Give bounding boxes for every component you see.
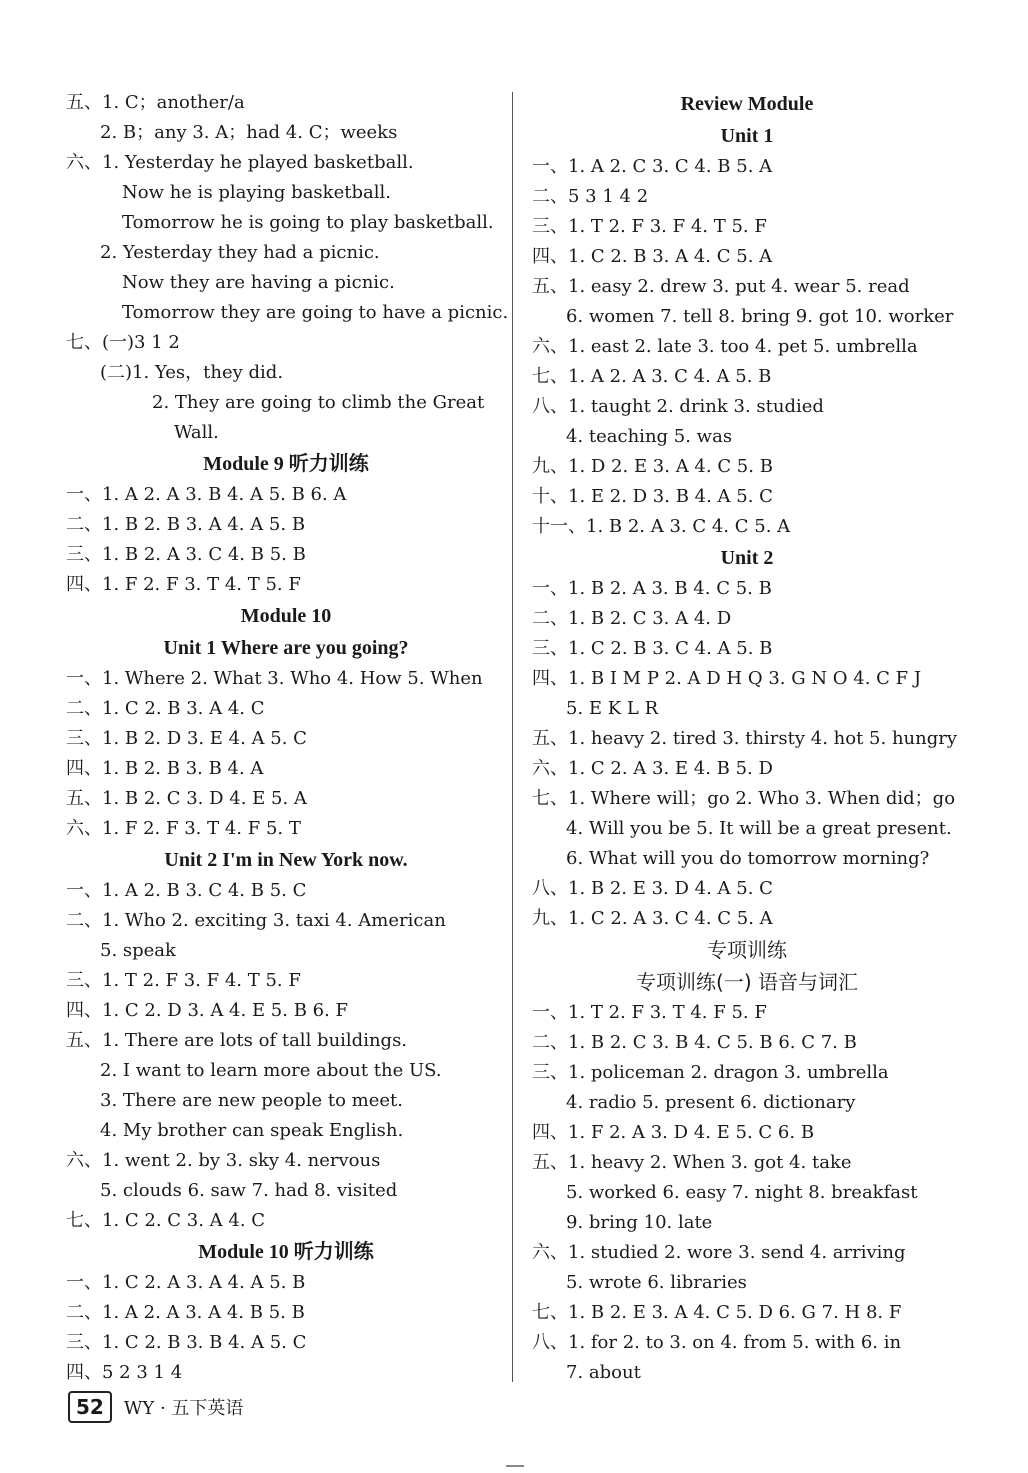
answer-line: 3. There are new people to meet. [100,1090,403,1111]
answer-line: 4. My brother can speak English. [100,1120,404,1141]
answer-line: 四、1. C 2. D 3. A 4. E 5. B 6. F [66,1000,349,1021]
answer-line: 一、1. A 2. C 3. C 4. B 5. A [532,156,773,177]
answer-line: 6. What will you do tomorrow morning? [566,848,930,869]
answer-line: 七、1. B 2. E 3. A 4. C 5. D 6. G 7. H 8. F [532,1302,902,1323]
answer-line: 五、1. There are lots of tall buildings. [66,1030,408,1051]
answer-line: 二、1. C 2. B 3. A 4. C [66,698,265,719]
page-number: 52 [68,1391,112,1423]
answer-line: 七、1. C 2. C 3. A 4. C [66,1210,266,1231]
section-heading: Unit 1 Where are you going? [163,637,409,659]
section-heading: Module 10 [240,605,332,627]
section-heading: Unit 1 [720,125,774,147]
bottom-mark [506,1465,524,1467]
page-footer [68,1390,243,1424]
section-heading: Review Module [680,93,814,115]
answer-line: 5. E K L R [566,698,659,719]
book-label: WY · 五下英语 [123,1398,244,1419]
section-heading: Unit 2 I'm in New York now. [164,849,408,871]
column-divider [512,92,513,1382]
section-heading: Module 9 听力训练 [203,453,369,475]
answer-line: 一、1. Where 2. What 3. Who 4. How 5. When [66,668,483,689]
answer-line: 四、1. C 2. B 3. A 4. C 5. A [532,246,773,267]
answer-line: 5. worked 6. easy 7. night 8. breakfast [566,1182,918,1203]
answer-line: 七、1. Where will；go 2. Who 3. When did；go [532,788,956,809]
answer-line: 五、1. easy 2. drew 3. put 4. wear 5. read [532,276,910,297]
answer-line: 四、1. F 2. A 3. D 4. E 5. C 6. B [532,1122,815,1143]
answer-line: 八、1. for 2. to 3. on 4. from 5. with 6. in [532,1332,902,1353]
answer-line: 二、1. A 2. A 3. A 4. B 5. B [66,1302,305,1323]
answer-line: 二、1. B 2. B 3. A 4. A 5. B [66,514,306,535]
answer-line: 十、1. E 2. D 3. B 4. A 5. C [532,486,773,507]
answer-line: 7. about [566,1362,641,1383]
answer-line: 六、1. east 2. late 3. too 4. pet 5. umbrella [532,336,918,357]
answer-line: 三、1. B 2. D 3. E 4. A 5. C [66,728,307,749]
answer-line: 七、1. A 2. A 3. C 4. A 5. B [532,366,772,387]
answer-line: 五、1. C；another/a [66,92,245,113]
answer-line: 4. Will you be 5. It will be a great present. [566,818,952,839]
answer-line: 一、1. C 2. A 3. A 4. A 5. B [66,1272,306,1293]
answer-line: 五、1. heavy 2. When 3. got 4. take [532,1152,852,1173]
answer-line: 6. women 7. tell 8. bring 9. got 10. worker [566,306,954,327]
answer-line: 六、1. studied 2. wore 3. send 4. arriving [532,1242,906,1263]
answer-line: 9. bring 10. late [566,1212,713,1233]
answer-line: 十一、1. B 2. A 3. C 4. C 5. A [532,516,791,537]
section-heading: 专项训练(一) 语音与词汇 [636,970,858,994]
answer-line: 四、1. B I M P 2. A D H Q 3. G N O 4. C F J [532,668,922,689]
answer-line: 2. I want to learn more about the US. [100,1060,442,1081]
answer-line: 5. wrote 6. libraries [566,1272,747,1293]
answer-line: 5. speak [100,940,176,961]
answer-line: 二、1. B 2. C 3. B 4. C 5. B 6. C 7. B [532,1032,857,1053]
right-answer-column [532,88,962,1388]
answer-line: 二、1. Who 2. exciting 3. taxi 4. American [66,910,446,931]
answer-line: 六、1. went 2. by 3. sky 4. nervous [66,1150,381,1171]
answer-line: 三、1. T 2. F 3. F 4. T 5. F [66,970,301,991]
answer-line: 一、1. A 2. A 3. B 4. A 5. B 6. A [66,484,347,505]
answer-line: 五、1. heavy 2. tired 3. thirsty 4. hot 5. hungry [532,728,958,749]
answer-line: 三、1. T 2. F 3. F 4. T 5. F [532,216,767,237]
answer-line: Now they are having a picnic. [122,272,395,293]
answer-line: 七、(一)3 1 2 [66,332,180,353]
answer-line: 六、1. C 2. A 3. E 4. B 5. D [532,758,773,779]
answer-line: 三、1. B 2. A 3. C 4. B 5. B [66,544,306,565]
section-heading: 专项训练 [707,938,787,962]
answer-line: 三、1. C 2. B 3. B 4. A 5. C [66,1332,307,1353]
left-answer-column [66,88,509,1388]
answer-line: 九、1. D 2. E 3. A 4. C 5. B [532,456,773,477]
answer-line: 5. clouds 6. saw 7. had 8. visited [100,1180,398,1201]
answer-line: 三、1. C 2. B 3. C 4. A 5. B [532,638,773,659]
answer-line: 四、1. F 2. F 3. T 4. T 5. F [66,574,301,595]
answer-line: 一、1. T 2. F 3. T 4. F 5. F [532,1002,767,1023]
answer-line: 九、1. C 2. A 3. C 4. C 5. A [532,908,773,929]
answer-line: (二)1. Yes，they did. [100,362,284,383]
section-heading: Module 10 听力训练 [198,1241,374,1263]
answer-line: Tomorrow he is going to play basketball. [122,212,494,233]
answer-line: 三、1. policeman 2. dragon 3. umbrella [532,1062,889,1083]
answer-line: 4. teaching 5. was [566,426,733,447]
answer-line: 六、1. Yesterday he played basketball. [66,152,414,173]
answer-line: 一、1. B 2. A 3. B 4. C 5. B [532,578,772,599]
answer-line: 4. radio 5. present 6. dictionary [566,1092,856,1113]
answer-line: 八、1. taught 2. drink 3. studied [532,396,824,417]
answer-line: 六、1. F 2. F 3. T 4. F 5. T [66,818,301,839]
answer-line: Tomorrow they are going to have a picnic. [122,302,509,323]
answer-line: 八、1. B 2. E 3. D 4. A 5. C [532,878,773,899]
section-heading: Unit 2 [720,547,774,569]
answer-line: 2. B；any 3. A；had 4. C；weeks [100,122,398,143]
answer-line: 2. They are going to climb the Great [152,392,485,413]
answer-line: 二、5 3 1 4 2 [532,186,649,207]
answer-line: 五、1. B 2. C 3. D 4. E 5. A [66,788,307,809]
answer-line: 四、1. B 2. B 3. B 4. A [66,758,264,779]
answer-line: Wall. [174,422,219,443]
answer-line: 四、5 2 3 1 4 [66,1362,183,1383]
answer-line: 2. Yesterday they had a picnic. [100,242,380,263]
answer-line: 二、1. B 2. C 3. A 4. D [532,608,732,629]
answer-line: 一、1. A 2. B 3. C 4. B 5. C [66,880,307,901]
answer-line: Now he is playing basketball. [122,182,391,203]
